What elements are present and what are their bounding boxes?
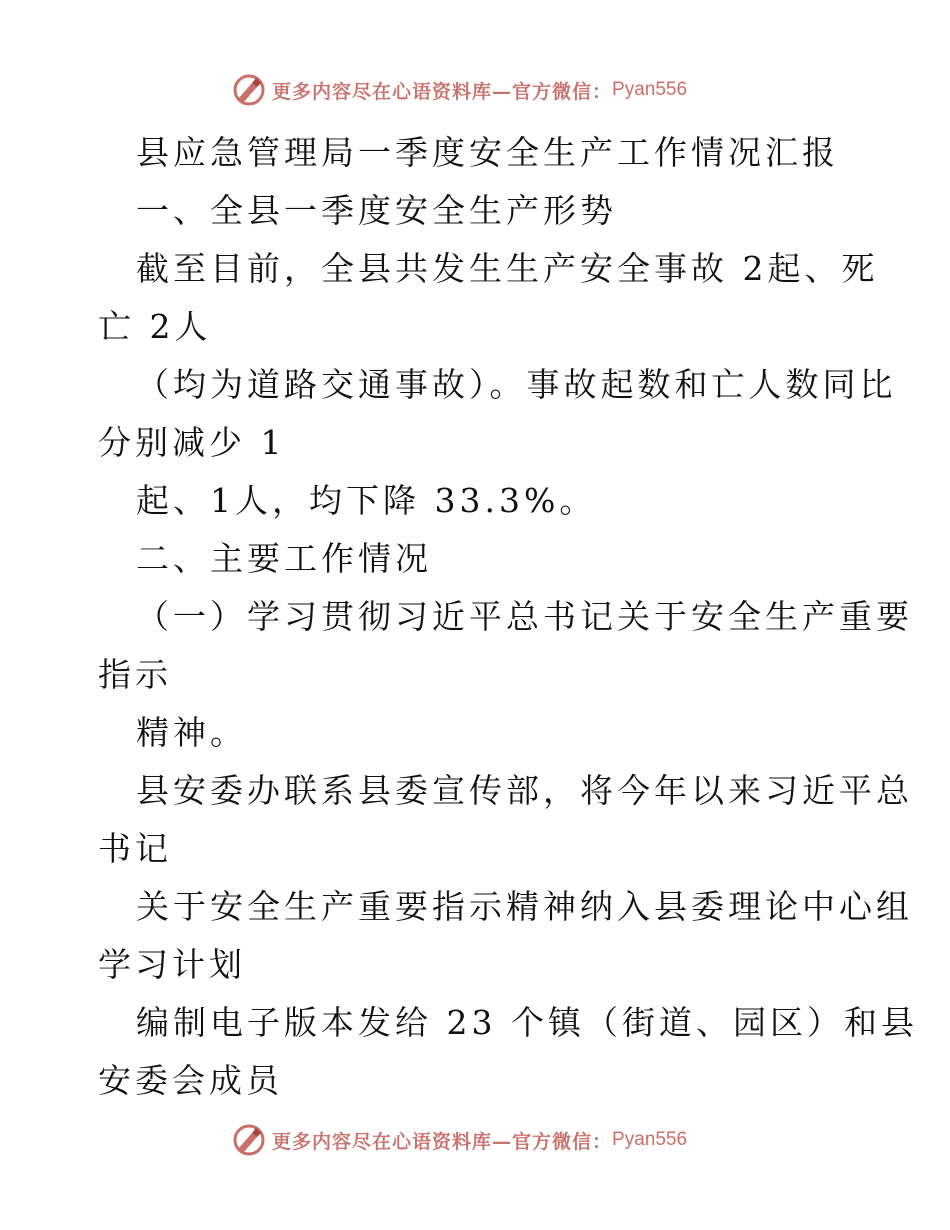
pen-logo-icon (232, 73, 266, 107)
paragraph-line: 编制电子版本发给 23 个镇（街道、园区）和县 (136, 1003, 918, 1042)
section-heading-1: 一、全县一季度安全生产形势 (136, 191, 617, 230)
paragraph-line: 学习计划 (98, 945, 246, 984)
paragraph-line: 分别减少 1 (98, 423, 286, 462)
footer-banner-text: 更多内容尽在心语资料库—官方微信： (272, 1130, 613, 1153)
paragraph-line: 县安委办联系县委宣传部，将今年以来习近平总 (136, 771, 913, 810)
paragraph-line: 起、1人，均下降 33.3%。 (136, 481, 597, 520)
paragraph-line: 截至目前，全县共发生生产安全事故 2起、死 (136, 249, 879, 288)
paragraph-line: 亡 2人 (98, 307, 212, 346)
paragraph-line: 书记 (98, 829, 172, 868)
header-banner-text: 更多内容尽在心语资料库—官方微信： (272, 80, 613, 103)
footer-banner-wechat-id: Pyan556 (612, 1129, 688, 1150)
paragraph-line: 指示 (98, 655, 172, 694)
doc-title: 县应急管理局一季度安全生产工作情况汇报 (136, 133, 839, 172)
paragraph-line: 安委会成员 (98, 1061, 283, 1100)
pen-logo-icon (232, 1123, 266, 1157)
section-heading-2: 二、主要工作情况 (136, 539, 432, 578)
paragraph-line: 精神。 (136, 713, 247, 752)
header-banner-wechat-id: Pyan556 (612, 79, 688, 100)
subsection-heading: （一）学习贯彻习近平总书记关于安全生产重要 (136, 597, 913, 636)
paragraph-line: （均为道路交通事故）。事故起数和亡人数同比 (136, 365, 897, 404)
header-banner (232, 72, 687, 108)
paragraph-line: 关于安全生产重要指示精神纳入县委理论中心组 (136, 887, 913, 926)
footer-banner (232, 1122, 687, 1158)
document-body (98, 124, 918, 1110)
